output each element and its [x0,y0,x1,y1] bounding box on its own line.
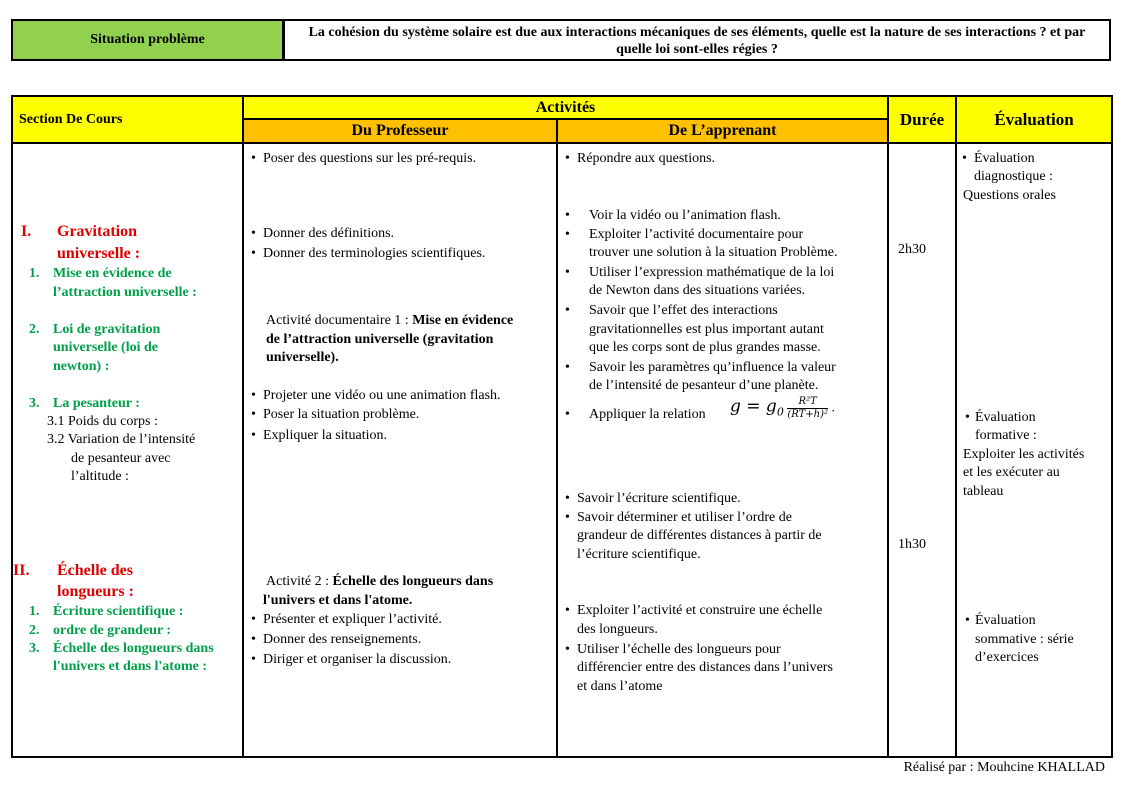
app-item: Exploiter l’activité et construire une échelle [577,603,823,618]
bullet-icon: • [565,510,570,525]
professeur-column [242,142,558,758]
prof-activity-1-cont: de l’attraction universelle (gravitation [266,332,494,347]
bullet-icon: • [251,246,256,261]
prof-item: Donner des terminologies scientifiques. [263,246,486,261]
eval-sommative: Évaluation [975,613,1036,628]
eval-formative-detail: tableau [963,484,1004,499]
app-item: Répondre aux questions. [577,151,716,166]
section-1-sub-2-cont2: l’altitude : [71,469,129,484]
section-1-item-1: Mise en évidence de [53,266,172,281]
section-1-number: I. [21,223,32,240]
section-2-item-3: Échelle des longueurs dans [53,641,214,656]
prof-activity-1-cont2: universelle). [266,350,339,365]
section-1-title: Gravitation [57,223,137,240]
section-1-item-2: Loi de gravitation [53,322,161,337]
duree-value: 1h30 [898,537,926,552]
eval-formative-detail: Exploiter les activités [963,447,1085,462]
app-item: Savoir déterminer et utiliser l’ordre de [577,510,792,525]
app-item: Savoir que l’effet des interactions [589,303,778,318]
prof-activity-2-cont: l'univers et dans l'atome. [263,593,413,608]
section-1-sub-2: 3.2 Variation de l’intensité [47,432,196,447]
header-professeur: Du Professeur [242,118,558,144]
prof-item: Poser la situation problème. [263,407,420,422]
app-item: Exploiter l’activité documentaire pour [589,227,804,242]
section-2-item-2-num: 2. [29,623,40,638]
section-2-number: II. [13,562,30,579]
section-1-item-3: La pesanteur : [53,396,140,411]
app-item-cont: trouver une solution à la situation Problème. [589,245,838,260]
header-section: Section De Cours [11,95,244,144]
section-2-item-1: Écriture scientifique : [53,604,184,619]
duree-column [887,142,957,758]
section-1-item-1-num: 1. [29,266,40,281]
section-2-item-3-cont: l'univers et dans l'atome : [53,659,207,674]
app-item-cont: l’écriture scientifique. [577,547,701,562]
bullet-icon: • [565,303,570,318]
bullet-icon: • [565,603,570,618]
section-1-item-2-num: 2. [29,322,40,337]
app-item: Savoir les paramètres qu’influence la valeur [589,360,836,375]
bullet-icon: • [965,410,970,425]
evaluation-column [955,142,1113,758]
app-item-cont: de l’intensité de pesanteur d’une planète. [589,378,819,393]
prof-activity-2: Activité 2 : Échelle des longueurs dans [266,574,494,589]
header-duree: Durée [887,95,957,144]
app-item-cont: différencier entre des distances dans l’univers [577,660,833,675]
app-item: Voir la vidéo ou l’animation flash. [589,208,781,223]
app-item-cont: et dans l’atome [577,679,663,694]
bullet-icon: • [565,360,570,375]
situation-label: Situation problème [11,19,284,61]
bullet-icon: • [965,613,970,628]
eval-formative: Évaluation [975,410,1036,425]
app-item: Utiliser l’échelle des longueurs pour [577,642,781,657]
header-evaluation: Évaluation [955,95,1113,144]
bullet-icon: • [565,151,570,166]
prof-item: Expliquer la situation. [263,428,388,443]
eval-formative-detail: et les exécuter au [963,465,1060,480]
prof-item: Donner des renseignements. [263,632,422,647]
gravity-formula: $g = g_0$ $\frac{\text{R²T}}{\text{(RT+h)²}}$ . [730,396,835,420]
footer-author: Réalisé par : Mouhcine KHALLAD [903,760,1105,775]
app-item-cont: grandeur de différentes distances à partir de [577,528,822,543]
section-2-title: Échelle des [57,562,133,579]
app-item: Savoir l’écriture scientifique. [577,491,741,506]
eval-diagnostic-cont: diagnostique : [974,169,1053,184]
app-item-cont: gravitationnelles est plus important autant [589,322,824,337]
eval-diagnostic-detail: Questions orales [963,188,1056,203]
app-item: Appliquer la relation [589,407,706,422]
bullet-icon: • [565,642,570,657]
prof-item: Présenter et expliquer l’activité. [263,612,442,627]
app-item-cont: des longueurs. [577,622,658,637]
section-2-item-3-num: 3. [29,641,40,656]
prof-item: Poser des questions sur les pré-requis. [263,151,477,166]
bullet-icon: • [962,151,967,166]
bullet-icon: • [565,227,570,242]
eval-formative-cont: formative : [975,428,1037,443]
bullet-icon: • [565,407,570,422]
prof-item: Donner des définitions. [263,226,395,241]
header-activites: Activités [242,95,889,120]
section-1-item-2-cont: universelle (loi de [53,340,158,355]
situation-text: La cohésion du système solaire est due aux interactions mécaniques de ses éléments, quelle est la nature de ses interactions ? et par quelle loi sont-elles régies ? [283,19,1111,61]
bullet-icon: • [251,226,256,241]
section-1-item-1-cont: l’attraction universelle : [53,285,197,300]
prof-activity-1: Activité documentaire 1 : Mise en évidence [266,313,514,328]
app-item-cont: que les corps sont de plus grandes masse. [589,340,821,355]
bullet-icon: • [565,265,570,280]
eval-diagnostic: Évaluation [974,151,1035,166]
bullet-icon: • [565,491,570,506]
header-apprenant: De L’apprenant [556,118,889,144]
bullet-icon: • [251,151,256,166]
section-1-sub-2-cont: de pesanteur avec [71,451,171,466]
section-1-item-2-cont2: newton) : [53,359,110,374]
section-2-title-cont: longueurs : [57,583,134,600]
bullet-icon: • [251,428,256,443]
bullet-icon: • [251,407,256,422]
section-2-item-2: ordre de grandeur : [53,623,172,638]
bullet-icon: • [251,652,256,667]
bullet-icon: • [251,612,256,627]
bullet-icon: • [251,388,256,403]
section-column [11,142,244,758]
apprenant-column [556,142,889,758]
prof-item: Diriger et organiser la discussion. [263,652,452,667]
section-1-item-3-num: 3. [29,396,40,411]
app-item-cont: de Newton dans des situations variées. [589,283,806,298]
bullet-icon: • [251,632,256,647]
section-1-sub-1: 3.1 Poids du corps : [47,414,158,429]
duree-value: 2h30 [898,242,926,257]
eval-sommative-cont2: d’exercices [975,650,1039,665]
bullet-icon: • [565,208,570,223]
app-item: Utiliser l’expression mathématique de la loi [589,265,835,280]
section-2-item-1-num: 1. [29,604,40,619]
section-1-title-cont: universelle : [57,245,141,262]
prof-item: Projeter une vidéo ou une animation flash. [263,388,501,403]
eval-sommative-cont: sommative : série [975,632,1074,647]
